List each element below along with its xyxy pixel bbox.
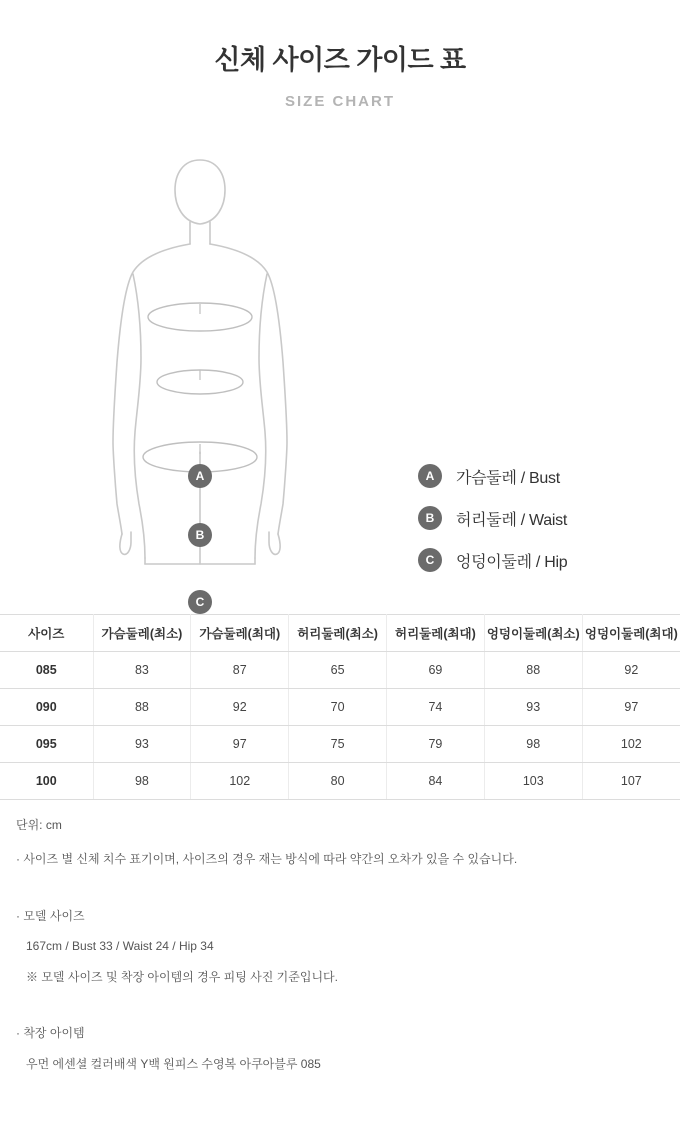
cell-bust-min: 93 — [93, 726, 191, 763]
legend — [418, 455, 567, 581]
cell-hip-min: 103 — [484, 763, 582, 800]
cell-bust-min: 88 — [93, 689, 191, 726]
col-header-bust-min: 가슴둘레(최소) — [93, 615, 191, 652]
table-row — [0, 689, 680, 726]
cell-size: 090 — [0, 689, 93, 726]
table-row — [0, 652, 680, 689]
cell-bust-min: 83 — [93, 652, 191, 689]
note-spacer — [16, 875, 664, 907]
cell-size: 095 — [0, 726, 93, 763]
cell-waist-min: 70 — [289, 689, 387, 726]
col-header-bust-max: 가슴둘레(최대) — [191, 615, 289, 652]
cell-hip-min: 98 — [484, 726, 582, 763]
cell-hip-max: 92 — [582, 652, 680, 689]
note-tolerance: · 사이즈 별 신체 치수 표기이며, 사이즈의 경우 재는 방식에 따라 약간의 오차가 있을 수 있습니다. — [16, 851, 518, 866]
cell-waist-max: 74 — [387, 689, 485, 726]
cell-hip-min: 88 — [484, 652, 582, 689]
col-header-size: 사이즈 — [0, 615, 93, 652]
legend-item-bust — [418, 455, 567, 497]
legend-item-waist — [418, 497, 567, 539]
cell-hip-min: 93 — [484, 689, 582, 726]
table-row — [0, 763, 680, 800]
table-header — [0, 615, 680, 652]
note-model-size-disclaimer: ※ 모델 사이즈 및 착장 아이템의 경우 피팅 사진 기준입니다. — [26, 969, 338, 984]
page-subtitle: SIZE CHART — [285, 93, 395, 111]
marker-c: C — [188, 590, 212, 614]
col-header-hip-min: 엉덩이둘레(최소) — [484, 615, 582, 652]
cell-waist-min: 80 — [289, 763, 387, 800]
note-spacer-2 — [16, 992, 664, 1024]
table-body — [0, 652, 680, 800]
legend-label-hip: 엉덩이둘레 / Hip — [456, 553, 568, 571]
cell-waist-max: 69 — [387, 652, 485, 689]
cell-bust-max: 87 — [191, 652, 289, 689]
cell-bust-max: 92 — [191, 689, 289, 726]
marker-b: B — [188, 523, 212, 547]
notes-section — [0, 800, 680, 1109]
note-model-size-value: 167cm / Bust 33 / Waist 24 / Hip 34 — [26, 939, 214, 954]
female-body-diagram-icon — [105, 152, 305, 572]
cell-bust-min: 98 — [93, 763, 191, 800]
note-model-size-title: · 모델 사이즈 — [16, 908, 85, 923]
legend-badge-a: A — [418, 464, 442, 488]
size-table — [0, 614, 680, 800]
cell-hip-max: 102 — [582, 726, 680, 763]
cell-hip-max: 107 — [582, 763, 680, 800]
cell-size: 100 — [0, 763, 93, 800]
cell-hip-max: 97 — [582, 689, 680, 726]
table-header-row — [0, 615, 680, 652]
cell-waist-min: 75 — [289, 726, 387, 763]
size-table-wrap — [0, 614, 680, 800]
col-header-waist-min: 허리둘레(최소) — [289, 615, 387, 652]
legend-item-hip — [418, 539, 567, 581]
legend-badge-b: B — [418, 506, 442, 530]
cell-waist-max: 79 — [387, 726, 485, 763]
col-header-waist-max: 허리둘레(최대) — [387, 615, 485, 652]
cell-waist-min: 65 — [289, 652, 387, 689]
legend-badge-c: C — [418, 548, 442, 572]
legend-label-waist: 허리둘레 / Waist — [456, 511, 567, 529]
note-outfit-value: 우먼 에센셜 컬러배색 Y백 원피스 수영복 아쿠아블루 085 — [26, 1056, 321, 1071]
cell-bust-max: 97 — [191, 726, 289, 763]
page-title: 신체 사이즈 가이드 표 — [214, 45, 466, 75]
cell-size: 085 — [0, 652, 93, 689]
cell-waist-max: 84 — [387, 763, 485, 800]
note-outfit-title: · 착장 아이템 — [16, 1026, 85, 1041]
col-header-hip-max: 엉덩이둘레(최대) — [582, 615, 680, 652]
page-header — [0, 0, 680, 110]
body-figure-area — [0, 142, 680, 610]
table-row — [0, 726, 680, 763]
legend-label-bust: 가슴둘레 / Bust — [456, 469, 560, 487]
marker-a: A — [188, 464, 212, 488]
cell-bust-max: 102 — [191, 763, 289, 800]
note-unit: 단위: cm — [16, 818, 62, 833]
